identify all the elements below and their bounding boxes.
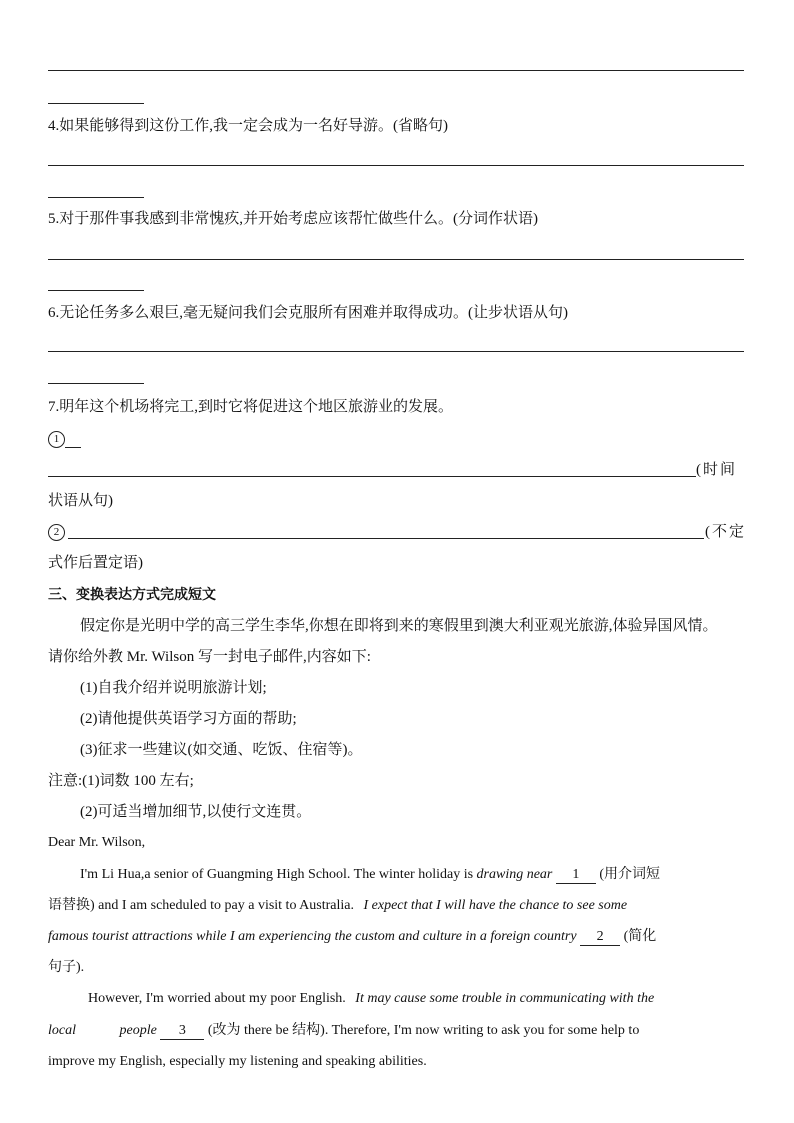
answer-line[interactable]	[48, 476, 696, 477]
option-2-hint-cont: 式作后置定语)	[48, 555, 143, 571]
note-1: 注意:(1)词数 100 左右;	[48, 773, 194, 789]
paragraph-1-line-1	[80, 865, 660, 885]
letter-text: 语替换) and I am scheduled to pay a visit to Australia.	[48, 898, 354, 913]
option-1-hint: (时间	[696, 462, 737, 478]
option-2-marker: 2	[48, 524, 65, 541]
question-5: 5.对于那件事我感到非常愧疚,并开始考虑应该帮忙做些什么。(分词作状语)	[48, 211, 538, 227]
answer-line[interactable]	[48, 259, 744, 260]
task-point-3: (3)征求一些建议(如交通、吃饭、住宿等)。	[80, 742, 363, 758]
task-intro-cont: 请你给外教 Mr. Wilson 写一封电子邮件,内容如下:	[48, 649, 371, 665]
paragraph-1-line-4: 句子).	[48, 960, 85, 975]
question-7: 7.明年这个机场将完工,到时它将促进这个地区旅游业的发展。	[48, 399, 454, 415]
answer-blank-1[interactable]: 1	[556, 867, 596, 884]
task-intro: 假定你是光明中学的高三学生李华,你想在即将到来的寒假里到澳大利亚观光旅游,体验异国风情。	[80, 618, 718, 634]
option-1-marker: 1	[48, 431, 65, 448]
blank-instruction: (用介词短	[599, 867, 661, 882]
task-point-2: (2)请他提供英语学习方面的帮助;	[80, 711, 297, 727]
paragraph-1-line-3	[48, 927, 656, 947]
question-7-option-1	[48, 429, 81, 449]
question-7-option-2	[48, 522, 65, 542]
option-2-hint: (不定	[705, 524, 746, 540]
letter-text-italic: drawing near	[476, 867, 553, 882]
task-point-1: (1)自我介绍并说明旅游计划;	[80, 680, 267, 696]
note-2: (2)可适当增加细节,以使行文连贯。	[80, 804, 312, 820]
question-4: 4.如果能够得到这份工作,我一定会成为一名好导游。(省略句)	[48, 118, 448, 134]
letter-text-italic: I expect that I will have the chance to see some	[363, 898, 628, 913]
letter-text-italic: people	[119, 1023, 157, 1038]
answer-line[interactable]	[48, 351, 744, 352]
letter-text-italic: famous tourist attractions while I am experiencing the custom and culture in a foreign country	[48, 929, 577, 944]
answer-line[interactable]	[48, 165, 744, 166]
answer-line-short[interactable]	[48, 197, 144, 198]
answer-line-short[interactable]	[48, 383, 144, 384]
letter-text: I'm Li Hua,a senior of Guangming High School. The winter holiday is	[80, 867, 474, 882]
letter-text-italic: local	[48, 1023, 76, 1038]
question-6: 6.无论任务多么艰巨,毫无疑问我们会克服所有困难并取得成功。(让步状语从句)	[48, 305, 568, 321]
letter-text: However, I'm worried about my poor English.	[88, 991, 346, 1006]
paragraph-2-line-3: improve my English, especially my listening and speaking abilities.	[48, 1054, 427, 1069]
answer-blank[interactable]	[65, 431, 81, 448]
paragraph-2-line-2	[48, 1021, 639, 1041]
blank-instruction: (简化	[623, 929, 657, 944]
option-1-hint-cont: 状语从句)	[48, 493, 113, 509]
answer-line[interactable]	[48, 70, 744, 71]
letter-salutation: Dear Mr. Wilson,	[48, 835, 146, 850]
paragraph-2-line-1	[88, 989, 654, 1009]
paragraph-1-line-2	[48, 896, 627, 916]
answer-blank-2[interactable]: 2	[580, 929, 620, 946]
answer-line-short[interactable]	[48, 103, 144, 104]
answer-line-short[interactable]	[48, 290, 144, 291]
answer-line[interactable]	[68, 538, 704, 539]
blank-instruction: (改为 there be 结构). Therefore, I'm now writing to ask you for some help to	[207, 1023, 640, 1038]
answer-blank-3[interactable]: 3	[160, 1023, 204, 1040]
letter-text-italic: It may cause some trouble in communicating with the	[355, 991, 655, 1006]
section-3-heading: 三、变换表达方式完成短文	[48, 587, 216, 603]
